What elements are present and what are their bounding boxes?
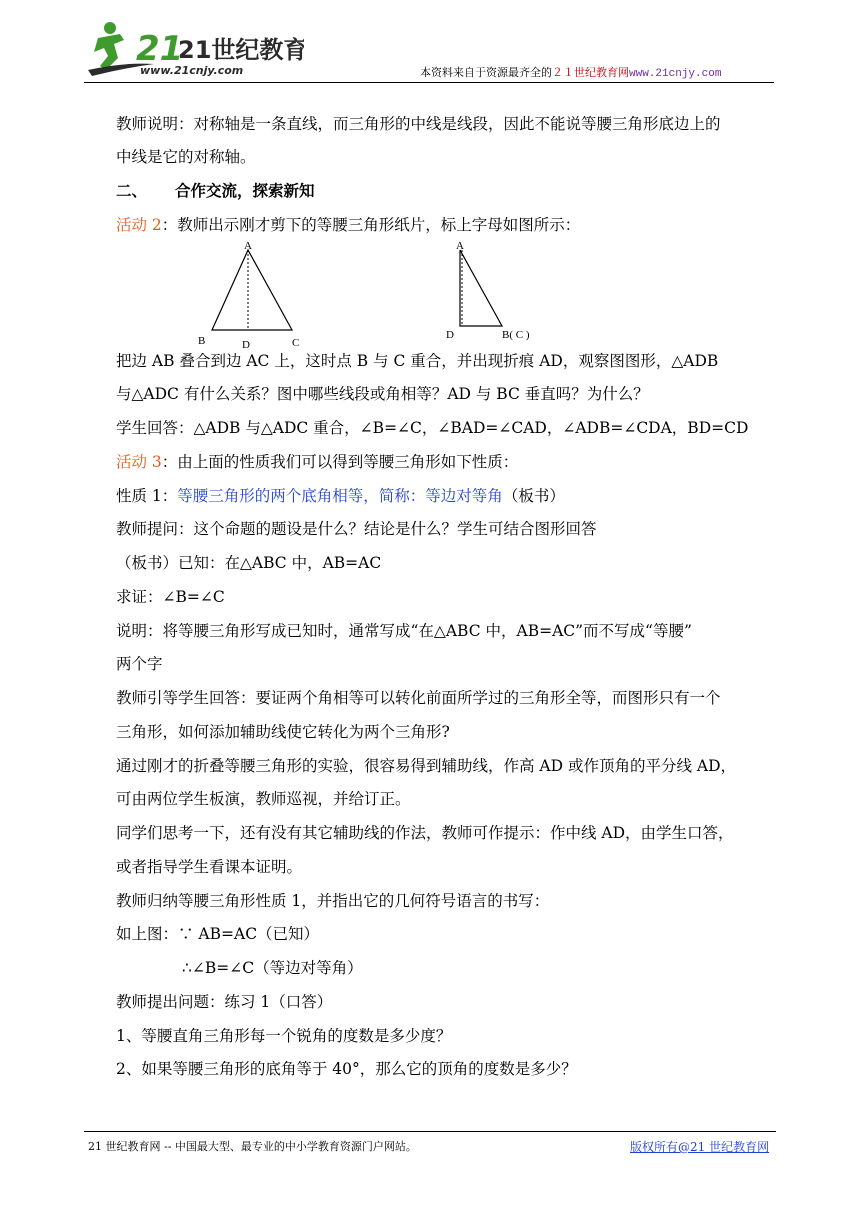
text-line: 中线是它的对称轴。 (116, 148, 256, 166)
text-line: 可由两位学生板演，教师巡视，并给订正。 (116, 790, 411, 808)
text-line: ∴∠B=∠C（等边对等角） (182, 959, 363, 977)
activity-label: 活动 2 (116, 216, 162, 234)
property-statement: 等腰三角形的两个底角相等，简称：等边对等角 (177, 487, 503, 505)
text-line: 说明：将等腰三角形写成已知时，通常写成“在△ABC 中，AB=AC”而不写成“等腰” (116, 622, 692, 640)
header-divider (84, 82, 774, 83)
isosceles-triangle-figure (196, 238, 316, 350)
text-line: 两个字 (116, 655, 163, 673)
activity-2-line (116, 215, 580, 235)
section-title: 合作交流，探索新知 (175, 181, 315, 200)
label-c: C (292, 337, 300, 349)
activity-text: ：由上面的性质我们可以得到等腰三角形如下性质： (161, 453, 519, 471)
text-line: 教师归纳等腰三角形性质 1，并指出它的几何符号语言的书写： (116, 892, 550, 910)
copyright-link[interactable]: 版权所有@21 世纪教育网 (630, 1140, 770, 1154)
page-header (0, 0, 860, 90)
text-line: 同学们思考一下，还有没有其它辅助线的作法，教师可作提示：作中线 AD，由学生口答， (116, 824, 734, 842)
label-b: B (198, 335, 206, 347)
text-line: 教师引等学生回答：要证两个角相等可以转化前面所学过的三角形全等，而图形只有一个 (116, 689, 721, 707)
tagline-site[interactable]: ２１世纪教育网 (552, 66, 629, 79)
footer-text: 21 世纪教育网 -- 中国最大型、最专业的中小学教育资源门户网站。 (88, 1140, 417, 1153)
label-a: A (244, 240, 252, 252)
text-line: 三角形，如何添加辅助线使它转化为两个三角形? (116, 723, 450, 741)
text-line: 或者指导学生看课本证明。 (116, 858, 303, 876)
text-line: 把边 AB 叠合到边 AC 上，这时点 B 与 C 重合，并出现折痕 AD，观察图图形，△ADB (116, 352, 719, 370)
question-1: 1、等腰直角三角形每一个锐角的度数是多少度？ (116, 1027, 452, 1045)
activity-text: ：教师出示刚才剪下的等腰三角形纸片，标上字母如图所示： (161, 216, 581, 234)
section-heading (116, 181, 315, 201)
activity-3-line (116, 452, 518, 472)
logo-url: www.21cnjy.com (140, 64, 244, 77)
text-line: 与△ADC 有什么关系？图中哪些线段或角相等？AD 与 BC 垂直吗？为什么？ (116, 385, 649, 403)
question-2: 2、如果等腰三角形的底角等于 40°，那么它的顶角的度数是多少？ (116, 1060, 577, 1078)
triangle-abc (212, 250, 292, 330)
triangle-folded (460, 250, 502, 326)
text-line: 求证：∠B=∠C (116, 588, 225, 606)
label-bc: B( C ) (502, 329, 530, 341)
label-d: D (446, 329, 454, 341)
property-suffix: （板书） (502, 487, 565, 505)
text-line: 如上图：∵ AB=AC（已知） (116, 925, 320, 943)
tagline-prefix: 本资料来自于资源最齐全的 (420, 66, 552, 79)
folded-triangle-figure (440, 238, 550, 344)
text-line: 教师提出问题：练习 1（口答） (116, 993, 333, 1011)
text-line: （板书）已知：在△ABC 中，AB=AC (116, 554, 382, 572)
property-1-line (116, 486, 565, 506)
text-line: 通过刚才的折叠等腰三角形的实验，很容易得到辅助线，作高 AD 或作顶角的平分线 AD， (116, 757, 737, 775)
logo-text: 21世纪教育 (178, 36, 304, 64)
text-line: 教师提问：这个命题的题设是什么？结论是什么？学生可结合图形回答 (116, 520, 597, 538)
text-line: 教师说明：对称轴是一条直线，而三角形的中线是线段，因此不能说等腰三角形底边上的 (116, 115, 721, 133)
section-number: 二、 (116, 181, 148, 200)
site-logo (84, 18, 304, 82)
header-tagline (420, 64, 721, 80)
label-d: D (242, 339, 250, 350)
activity-label: 活动 3 (116, 453, 162, 471)
svg-text:21: 21 (136, 29, 184, 69)
label-a: A (456, 240, 464, 252)
tagline-url[interactable]: www.21cnjy.com (629, 68, 722, 80)
text-line: 学生回答：△ADB 与△ADC 重合，∠B=∠C，∠BAD=∠CAD，∠ADB=∠CDA，BD=CD (116, 419, 749, 437)
footer-divider (84, 1131, 776, 1132)
property-prefix: 性质 1： (116, 487, 178, 505)
